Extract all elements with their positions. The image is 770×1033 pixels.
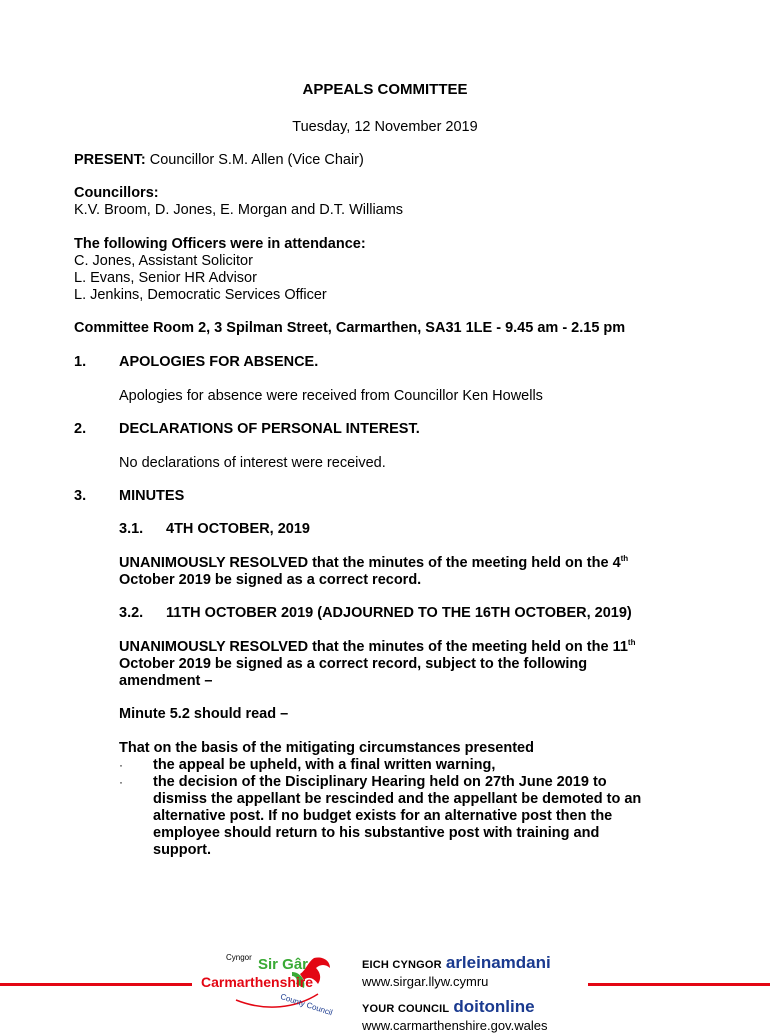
welsh-prefix: EICH CYNGOR — [362, 959, 442, 971]
item-body: No declarations of interest were received. — [119, 455, 386, 471]
subitem-heading: 4TH OCTOBER, 2019 — [166, 521, 310, 537]
resolution-text: UNANIMOUSLY RESOLVED that the minutes of the meeting held on the 11 — [119, 639, 628, 655]
item-heading: APOLOGIES FOR ABSENCE. — [119, 354, 319, 370]
logo-cyngor: Cyngor — [226, 953, 252, 962]
logo-sir-gar: Sir Gâr — [258, 956, 309, 973]
footer-links — [362, 954, 592, 1033]
resolution-text: UNANIMOUSLY RESOLVED that the minutes of the meeting held on the 4 — [119, 555, 621, 571]
english-brand: doitonline — [453, 997, 535, 1016]
resolution-line — [119, 555, 628, 572]
resolution-line: October 2019 be signed as a correct record, subject to the following — [119, 656, 588, 672]
bullet-text: support. — [153, 842, 211, 858]
footer-rule-right — [588, 983, 770, 986]
bullet-point: · — [119, 775, 123, 789]
subitem-number: 3.1. — [119, 521, 144, 537]
meeting-date: Tuesday, 12 November 2019 — [292, 119, 478, 135]
venue-line: Committee Room 2, 3 Spilman Street, Carmarthen, SA31 1LE - 9.45 am - 2.15 pm — [74, 320, 626, 336]
bullet-text: employee should return to his substantive post with training and — [153, 825, 600, 841]
superscript: th — [627, 638, 636, 647]
welsh-brand: arleinamdani — [445, 953, 551, 972]
item-body: Apologies for absence were received from Councillor Ken Howells — [119, 388, 543, 404]
subitem-heading: 11TH OCTOBER 2019 (ADJOURNED TO THE 16TH OCTOBER, 2019) — [166, 605, 632, 621]
footer-rule-left — [0, 983, 192, 986]
item-number: 3. — [74, 488, 87, 504]
bullet-text: the appeal be upheld, with a final written warning, — [153, 757, 496, 773]
item-number: 1. — [74, 354, 87, 370]
item-heading: DECLARATIONS OF PERSONAL INTEREST. — [119, 421, 420, 437]
officer-item: L. Evans, Senior HR Advisor — [74, 270, 257, 286]
officers-label: The following Officers were in attendance: — [74, 236, 366, 252]
present-line — [74, 152, 364, 169]
councillors-names: K.V. Broom, D. Jones, E. Morgan and D.T. Williams — [74, 202, 404, 218]
logo-county-council: County Council — [279, 992, 334, 1018]
resolution-line: October 2019 be signed as a correct record. — [119, 572, 422, 588]
superscript: th — [620, 554, 629, 563]
english-url-link[interactable]: www.carmarthenshire.gov.wales — [362, 1018, 548, 1033]
bullet-text: dismiss the appellant be rescinded and the appellant be demoted to an — [153, 791, 642, 807]
present-label: PRESENT: — [74, 152, 146, 168]
bullet-text: the decision of the Disciplinary Hearing held on 27th June 2019 to — [153, 774, 607, 790]
officer-item: L. Jenkins, Democratic Services Officer — [74, 287, 327, 303]
councillors-label: Councillors: — [74, 185, 159, 201]
welsh-url-link[interactable]: www.sirgar.llyw.cymru — [362, 974, 489, 989]
basis-line: That on the basis of the mitigating circumstances presented — [119, 740, 534, 756]
item-number: 2. — [74, 421, 87, 437]
bullet-text: alternative post. If no budget exists for an alternative post then the — [153, 808, 613, 824]
english-prefix: YOUR COUNCIL — [362, 1003, 450, 1015]
resolution-line — [119, 639, 635, 656]
logo-carmarthenshire: Carmarthenshire — [201, 974, 314, 990]
item-heading: MINUTES — [119, 488, 185, 504]
english-brand-line — [362, 998, 592, 1018]
page-title: APPEALS COMMITTEE — [302, 81, 468, 98]
resolution-line: amendment – — [119, 673, 213, 689]
subitem-number: 3.2. — [119, 605, 144, 621]
bullet-point: · — [119, 758, 123, 772]
present-text: Councillor S.M. Allen (Vice Chair) — [149, 152, 364, 168]
council-logo — [196, 950, 346, 1022]
minute-read-line: Minute 5.2 should read – — [119, 706, 289, 722]
officer-item: C. Jones, Assistant Solicitor — [74, 253, 253, 269]
welsh-brand-line — [362, 954, 592, 974]
